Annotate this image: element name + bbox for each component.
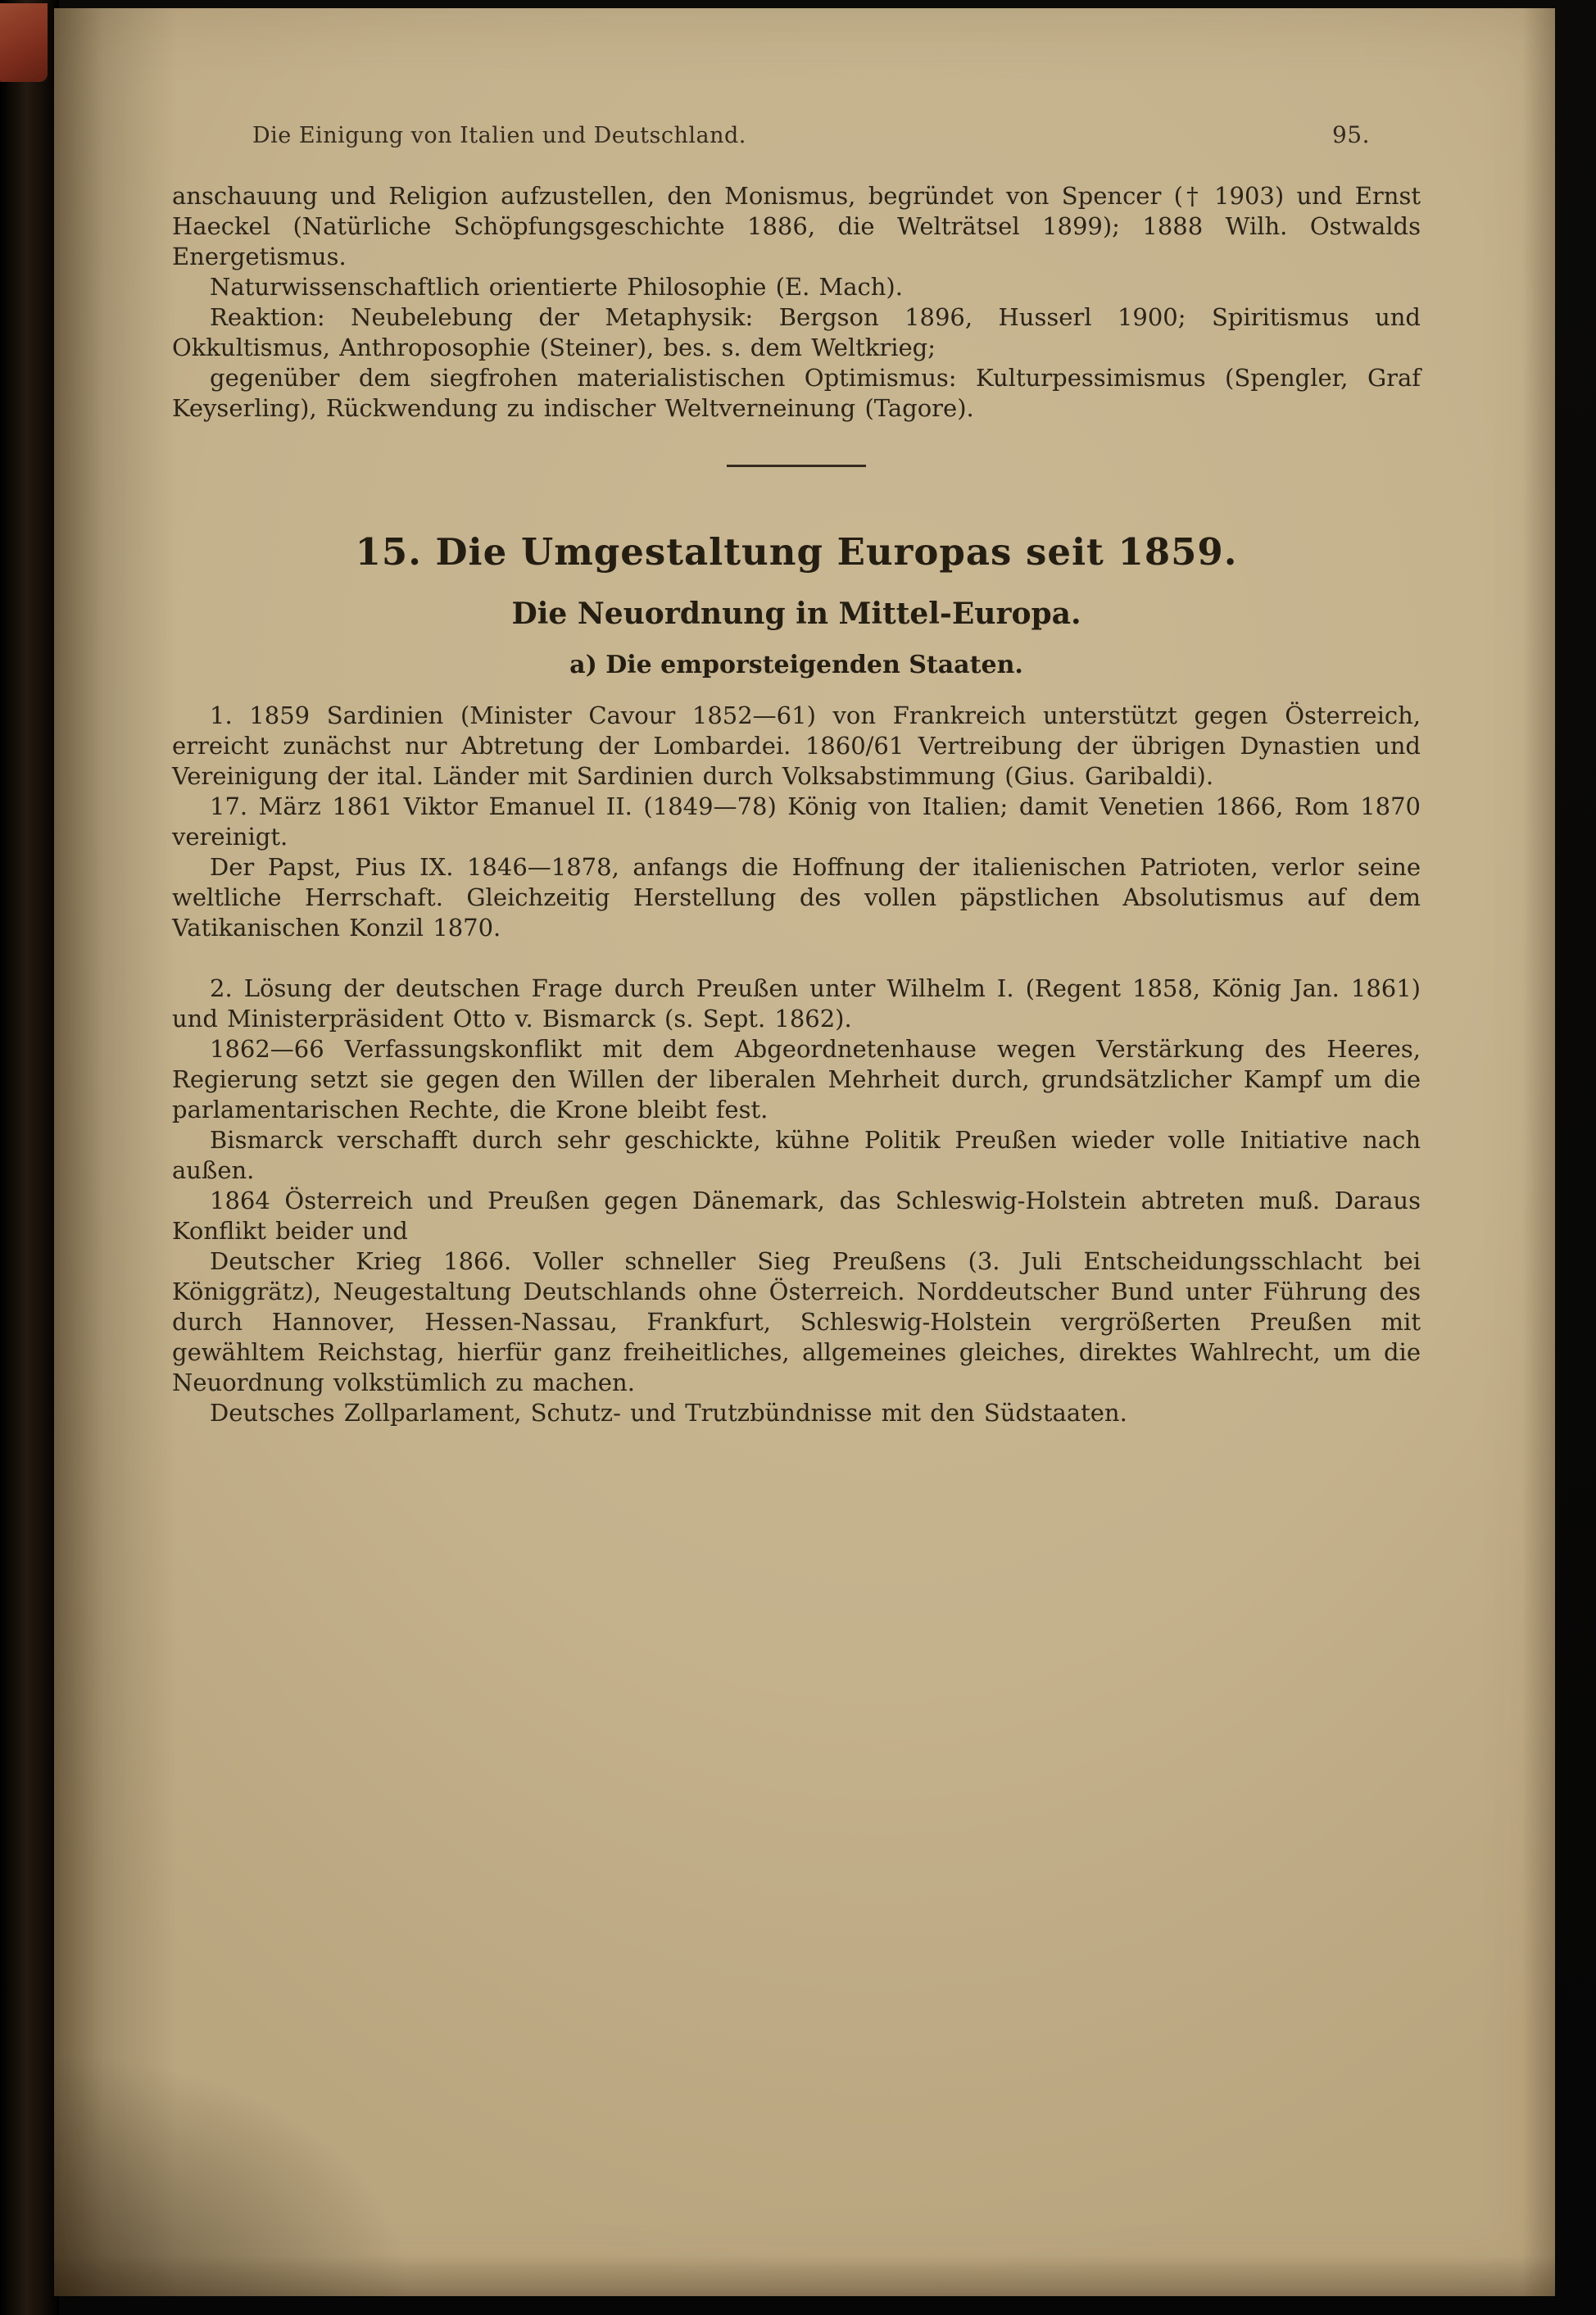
chapter-heading: 15. Die Umgestaltung Europas seit 1859. (355, 530, 1238, 574)
section-divider-rule (727, 465, 866, 467)
section-paragraph: Deutscher Krieg 1866. Voller schneller Sieg Preußens (3. Juli Entscheidungsschlacht bei Königgrätz), Neugestaltung Deutschlands ohne Österreich. Norddeutscher Bund unter Führung des durch Hannover, Hessen-Nassau, Frankfurt, Schleswig-Holstein vergrößerten Preußen mit gewähltem Reichstag, hierfür ganz freiheitliches, allgemeines gleiches, direktes Wahlrecht, um die Neuordnung volkstümlich zu machen. (172, 1247, 1421, 1396)
section-paragraph: Bismarck verschafft durch sehr geschickte, kühne Politik Preußen wieder volle Initiative nach außen. (172, 1126, 1421, 1184)
intro-paragraph: Naturwissenschaftlich orientierte Philosophie (E. Mach). (210, 273, 903, 301)
page-content (172, 8, 1421, 1428)
spine-leather-corner (0, 3, 48, 82)
running-header (172, 121, 1421, 148)
book-spine (0, 0, 59, 2315)
subsection-heading: a) Die emporsteigenden Staaten. (569, 651, 1023, 679)
section-subheading: Die Neuordnung in Mittel-Europa. (511, 597, 1081, 631)
section-paragraph: 17. März 1861 Viktor Emanuel II. (1849—78) König von Italien; damit Venetien 1866, Rom 1870 vereinigt. (172, 792, 1421, 851)
page-number: 95. (1331, 121, 1370, 148)
section-paragraph: 1864 Österreich und Preußen gegen Dänemark, das Schleswig-Holstein abtreten muß. Daraus Konflikt beider und (172, 1187, 1421, 1245)
section-paragraph: Der Papst, Pius IX. 1846—1878, anfangs die Hoffnung der italienischen Patrioten, verlor seine weltliche Herrschaft. Gleichzeitig Herstellung des vollen päpstlichen Absolutismus auf dem Vatikanischen Konzil 1870. (172, 853, 1421, 942)
intro-paragraph: Reaktion: Neubelebung der Metaphysik: Bergson 1896, Husserl 1900; Spiritismus und Okkultismus, Anthroposophie (Steiner), bes. s. dem Weltkrieg; (172, 303, 1421, 361)
intro-paragraph: gegenüber dem siegfrohen materialistischen Optimismus: Kulturpessimismus (Spengler, Graf Keyserling), Rückwendung zu indischer Weltverneinung (Tagore). (172, 364, 1421, 422)
section-paragraph: Deutsches Zollparlament, Schutz- und Trutzbündnisse mit den Südstaaten. (210, 1399, 1127, 1427)
book-page (54, 8, 1555, 2296)
intro-paragraph: anschauung und Religion aufzustellen, den Monismus, begründet von Spencer († 1903) und Ernst Haeckel (Natürliche Schöpfungsgeschichte 1886, die Welträtsel 1899); 1888 Wilh. Ostwalds Energetismus. (172, 182, 1421, 270)
section-paragraph: 1. 1859 Sardinien (Minister Cavour 1852—61) von Frankreich unterstützt gegen Österreich, erreicht zunächst nur Abtretung der Lombardei. 1860/61 Vertreibung der übrigen Dynastien und Vereinigung der ital. Länder mit Sardinien durch Volksabstimmung (Gius. Garibaldi). (172, 701, 1421, 790)
running-header-title: Die Einigung von Italien und Deutschland. (252, 123, 746, 148)
section-paragraph: 2. Lösung der deutschen Frage durch Preußen unter Wilhelm I. (Regent 1858, König Jan. 1861) und Ministerpräsident Otto v. Bismarck (s. Sept. 1862). (172, 974, 1421, 1033)
section-paragraph: 1862—66 Verfassungskonflikt mit dem Abgeordnetenhause wegen Verstärkung des Heeres, Regierung setzt sie gegen den Willen der liberalen Mehrheit durch, grundsätzlicher Kampf um die parlamentarischen Rechte, die Krone bleibt fest. (172, 1035, 1421, 1123)
